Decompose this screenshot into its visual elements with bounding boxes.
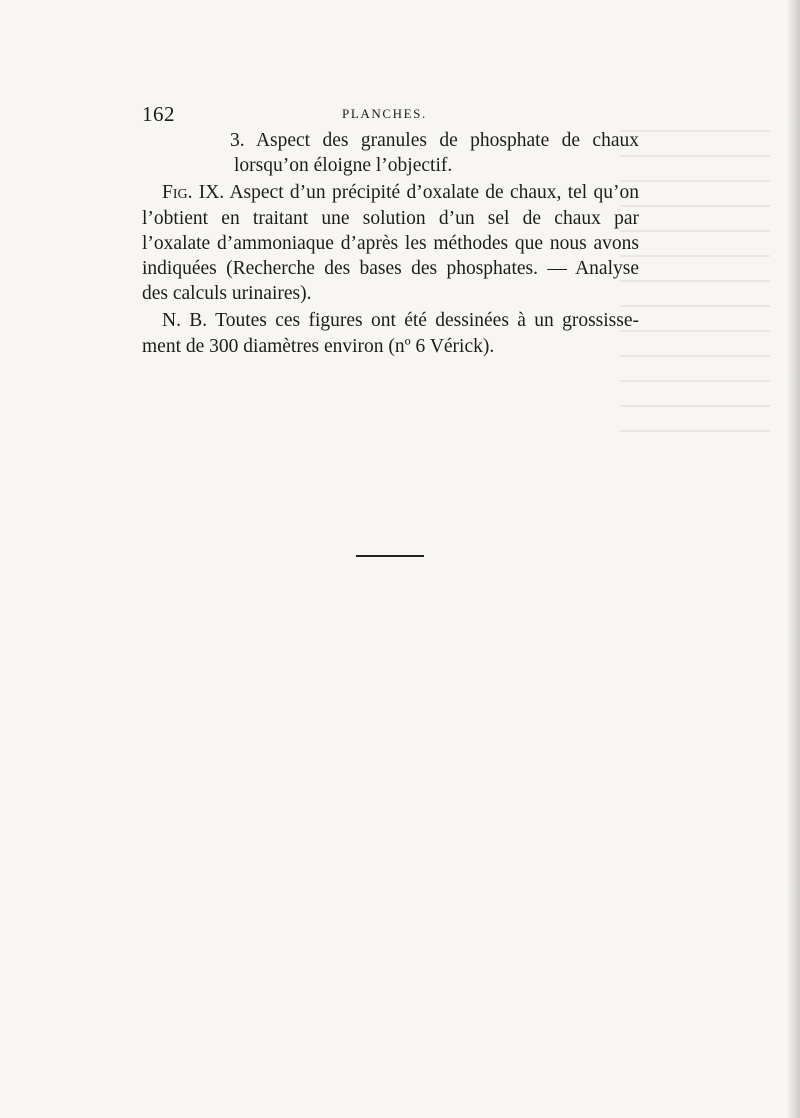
page-number: 162 [142, 102, 175, 126]
nota-bene-line-2: ment de 300 diamètres environ (nº 6 Vérick). [142, 335, 495, 357]
nota-bene-line-1: N. B. Toutes ces figures ont été dessinées à un grossisse- [162, 310, 639, 332]
figure-ix-label: Fig. IX. [162, 182, 225, 204]
nota-bene-paragraph [142, 308, 639, 358]
page-header [142, 100, 642, 130]
figure-ix-line-3: l’oxalate d’ammoniaque d’après les méthodes que nous avons [142, 232, 639, 254]
figure-ix-line-4: indiquées (Recherche des bases des phosphates. — Analyse [142, 258, 639, 280]
bleed-through-text [620, 130, 770, 450]
section-end-rule [356, 555, 424, 557]
page-body [142, 128, 639, 359]
item-3-line-2: lorsqu’on éloigne l’objectif. [234, 155, 453, 177]
figure-ix-paragraph [142, 180, 639, 306]
figure-ix-line-1 [142, 180, 639, 205]
item-3-line-1: 3. Aspect des granules de phosphate de chaux [230, 130, 639, 151]
figure-ix-line-2: l’obtient en traitant une solution d’un sel de chaux par [142, 207, 639, 229]
running-title: PLANCHES. [342, 106, 427, 121]
figure-ix-line-1-text: Aspect d’un précipité d’oxalate de chaux, tel qu’on [224, 182, 639, 204]
figure-ix-line-5: des calculs urinaires). [142, 283, 312, 305]
page-edge-shadow [786, 0, 800, 1118]
